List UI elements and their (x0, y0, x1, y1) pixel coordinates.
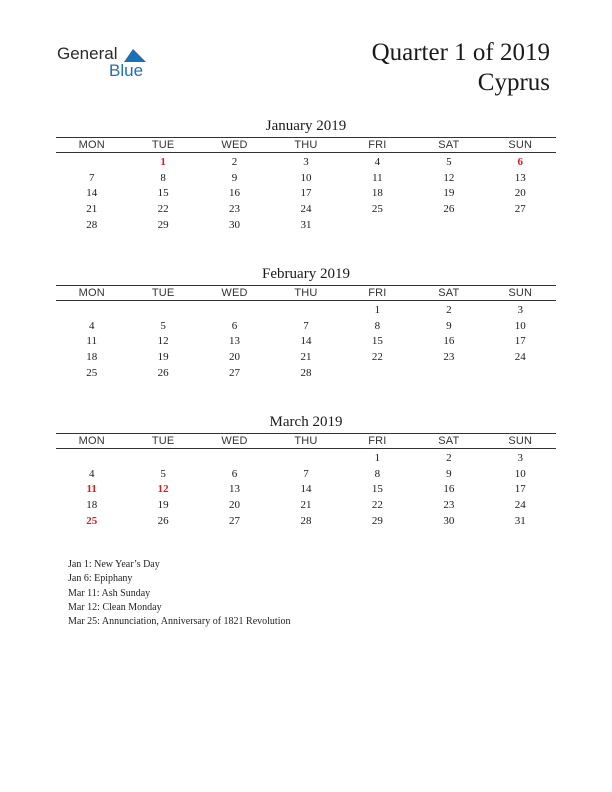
day-cell: 30 (443, 514, 455, 527)
day-cell: 11 (86, 335, 97, 348)
day-cell: 6 (231, 467, 238, 480)
weekday-sun: SUN (508, 139, 533, 151)
note-line: Jan 6: Epiphany (68, 573, 133, 585)
holiday-day-cell: 1 (160, 156, 166, 168)
month-february (56, 265, 556, 381)
week-row (56, 171, 556, 187)
weekday-wed: WED (221, 287, 248, 299)
day-cell: 20 (229, 351, 241, 364)
weekday-wed: WED (221, 139, 248, 151)
week-row (56, 218, 556, 234)
day-cell: 15 (157, 187, 169, 200)
header-divider (56, 448, 556, 449)
day-cell: 8 (374, 467, 381, 480)
weekday-sun: SUN (508, 287, 533, 299)
day-cell: 28 (300, 514, 312, 527)
week-row (56, 303, 556, 319)
day-cell: 5 (160, 319, 166, 332)
weekday-tue: TUE (151, 435, 175, 447)
day-cell: 30 (229, 218, 241, 231)
week-row (56, 334, 556, 350)
weeks-grid (56, 451, 556, 529)
weekday-sat: SAT (438, 435, 460, 447)
weekday-header (56, 138, 556, 152)
empty-day-cell (485, 218, 556, 234)
month-march (56, 413, 556, 529)
day-cell: 29 (157, 218, 169, 231)
page-title (372, 38, 550, 98)
day-cell: 29 (371, 514, 383, 527)
note-line: Mar 25: Annunciation, Anniversary of 1821 Revolution (68, 616, 291, 628)
day-cell: 13 (514, 171, 526, 184)
month-title: January 2019 (265, 118, 347, 134)
day-cell: 19 (157, 351, 169, 364)
week-row (56, 350, 556, 366)
holiday-day-cell: 11 (86, 483, 97, 496)
day-cell: 10 (514, 467, 526, 480)
day-cell: 10 (514, 319, 526, 332)
day-cell: 7 (88, 171, 95, 184)
day-cell: 2 (446, 452, 452, 464)
day-cell: 7 (303, 467, 309, 480)
day-cell: 10 (300, 171, 312, 184)
holiday-day-cell: 6 (517, 156, 523, 168)
day-cell: 5 (446, 156, 452, 168)
day-cell: 2 (231, 156, 238, 168)
day-cell: 23 (443, 351, 455, 364)
empty-day-cell (56, 451, 127, 467)
holiday-notes (68, 558, 290, 629)
day-cell: 17 (514, 335, 526, 348)
week-row (56, 498, 556, 514)
day-cell: 8 (374, 319, 381, 332)
day-cell: 26 (157, 514, 169, 527)
day-cell: 12 (443, 171, 455, 184)
day-cell: 15 (371, 483, 383, 496)
weekday-header (56, 286, 556, 300)
day-cell: 18 (86, 351, 98, 364)
day-cell: 31 (300, 218, 312, 231)
logo-blue-text: Blue (109, 61, 144, 80)
day-cell: 12 (157, 335, 169, 348)
day-cell: 8 (160, 171, 166, 184)
weeks-grid (56, 303, 556, 381)
empty-day-cell (413, 218, 484, 234)
week-row (56, 319, 556, 335)
weekday-fri: FRI (368, 287, 387, 299)
day-cell: 16 (229, 187, 241, 200)
day-cell: 26 (157, 366, 169, 379)
weekday-tue: TUE (151, 139, 175, 151)
weekday-sat: SAT (438, 287, 460, 299)
day-cell: 22 (371, 351, 383, 364)
day-cell: 9 (446, 319, 452, 332)
day-cell: 11 (372, 171, 383, 184)
day-cell: 2 (446, 304, 452, 316)
note-line: Mar 12: Clean Monday (68, 601, 162, 613)
empty-day-cell (270, 451, 341, 467)
day-cell: 7 (303, 319, 309, 332)
weekday-thu: THU (294, 435, 318, 447)
day-cell: 1 (374, 304, 381, 316)
day-cell: 31 (514, 514, 526, 527)
day-cell: 24 (514, 351, 526, 364)
day-cell: 17 (514, 483, 526, 496)
day-cell: 17 (300, 187, 312, 200)
day-cell: 9 (231, 171, 238, 184)
empty-day-cell (413, 366, 484, 382)
empty-day-cell (56, 303, 127, 319)
day-cell: 4 (374, 156, 381, 168)
day-cell: 5 (160, 467, 166, 480)
weekday-mon: MON (78, 287, 105, 299)
week-row (56, 451, 556, 467)
note-line: Jan 1: New Year’s Day (68, 559, 160, 570)
month-title: March 2019 (269, 414, 343, 430)
week-row (56, 514, 556, 530)
day-cell: 16 (443, 483, 455, 496)
day-cell: 16 (443, 335, 455, 348)
week-row (56, 155, 556, 171)
week-row (56, 482, 556, 498)
title-country: Cyprus (477, 69, 550, 96)
title-quarter: Quarter 1 of 2019 (371, 39, 550, 66)
week-row (56, 202, 556, 218)
weekday-thu: THU (294, 139, 318, 151)
day-cell: 14 (300, 483, 312, 496)
month-january (56, 117, 556, 233)
week-row (56, 467, 556, 483)
day-cell: 21 (300, 351, 312, 364)
empty-day-cell (199, 451, 270, 467)
day-cell: 27 (514, 203, 526, 216)
day-cell: 23 (229, 203, 241, 216)
day-cell: 24 (300, 203, 312, 216)
day-cell: 20 (229, 499, 241, 512)
day-cell: 27 (229, 514, 241, 527)
empty-day-cell (127, 451, 198, 467)
empty-day-cell (342, 366, 413, 382)
day-cell: 21 (300, 499, 312, 512)
holiday-day-cell: 25 (86, 514, 98, 527)
day-cell: 9 (446, 467, 452, 480)
logo-general-text: General (57, 44, 118, 63)
weekday-sun: SUN (508, 435, 533, 447)
day-cell: 27 (229, 366, 241, 379)
day-cell: 14 (300, 335, 312, 348)
empty-day-cell (485, 366, 556, 382)
week-row (56, 366, 556, 382)
day-cell: 13 (229, 483, 241, 496)
weekday-mon: MON (78, 139, 105, 151)
weeks-grid (56, 155, 556, 233)
header-divider (56, 152, 556, 153)
day-cell: 1 (374, 452, 381, 464)
weekday-fri: FRI (368, 435, 387, 447)
header-divider (56, 300, 556, 301)
empty-day-cell (127, 303, 198, 319)
day-cell: 13 (229, 335, 241, 348)
day-cell: 19 (157, 499, 169, 512)
day-cell: 3 (303, 156, 309, 168)
empty-day-cell (270, 303, 341, 319)
day-cell: 18 (86, 499, 98, 512)
day-cell: 15 (371, 335, 383, 348)
day-cell: 4 (88, 467, 95, 480)
weekday-wed: WED (221, 435, 248, 447)
day-cell: 4 (88, 319, 95, 332)
logo-triangle-icon (124, 46, 146, 62)
weekday-mon: MON (78, 435, 105, 447)
month-title: February 2019 (262, 266, 350, 282)
day-cell: 28 (86, 218, 98, 231)
day-cell: 26 (443, 203, 455, 216)
day-cell: 22 (371, 499, 383, 512)
day-cell: 3 (517, 304, 523, 316)
day-cell: 14 (86, 187, 98, 200)
holiday-day-cell: 12 (157, 483, 169, 496)
day-cell: 3 (517, 452, 523, 464)
weekday-thu: THU (294, 287, 318, 299)
empty-day-cell (56, 155, 127, 171)
day-cell: 23 (443, 499, 455, 512)
day-cell: 6 (231, 319, 238, 332)
weekday-sat: SAT (438, 139, 460, 151)
day-cell: 28 (300, 366, 312, 379)
day-cell: 21 (86, 203, 98, 216)
empty-day-cell (199, 303, 270, 319)
weekday-fri: FRI (368, 139, 387, 151)
day-cell: 18 (371, 187, 383, 200)
day-cell: 25 (371, 203, 383, 216)
day-cell: 24 (514, 499, 526, 512)
weekday-header (56, 434, 556, 448)
day-cell: 20 (514, 187, 526, 200)
day-cell: 22 (157, 203, 169, 216)
day-cell: 19 (443, 187, 455, 200)
weekday-tue: TUE (151, 287, 175, 299)
empty-day-cell (342, 218, 413, 234)
day-cell: 25 (86, 366, 98, 379)
note-line: Mar 11: Ash Sunday (68, 587, 151, 599)
week-row (56, 186, 556, 202)
